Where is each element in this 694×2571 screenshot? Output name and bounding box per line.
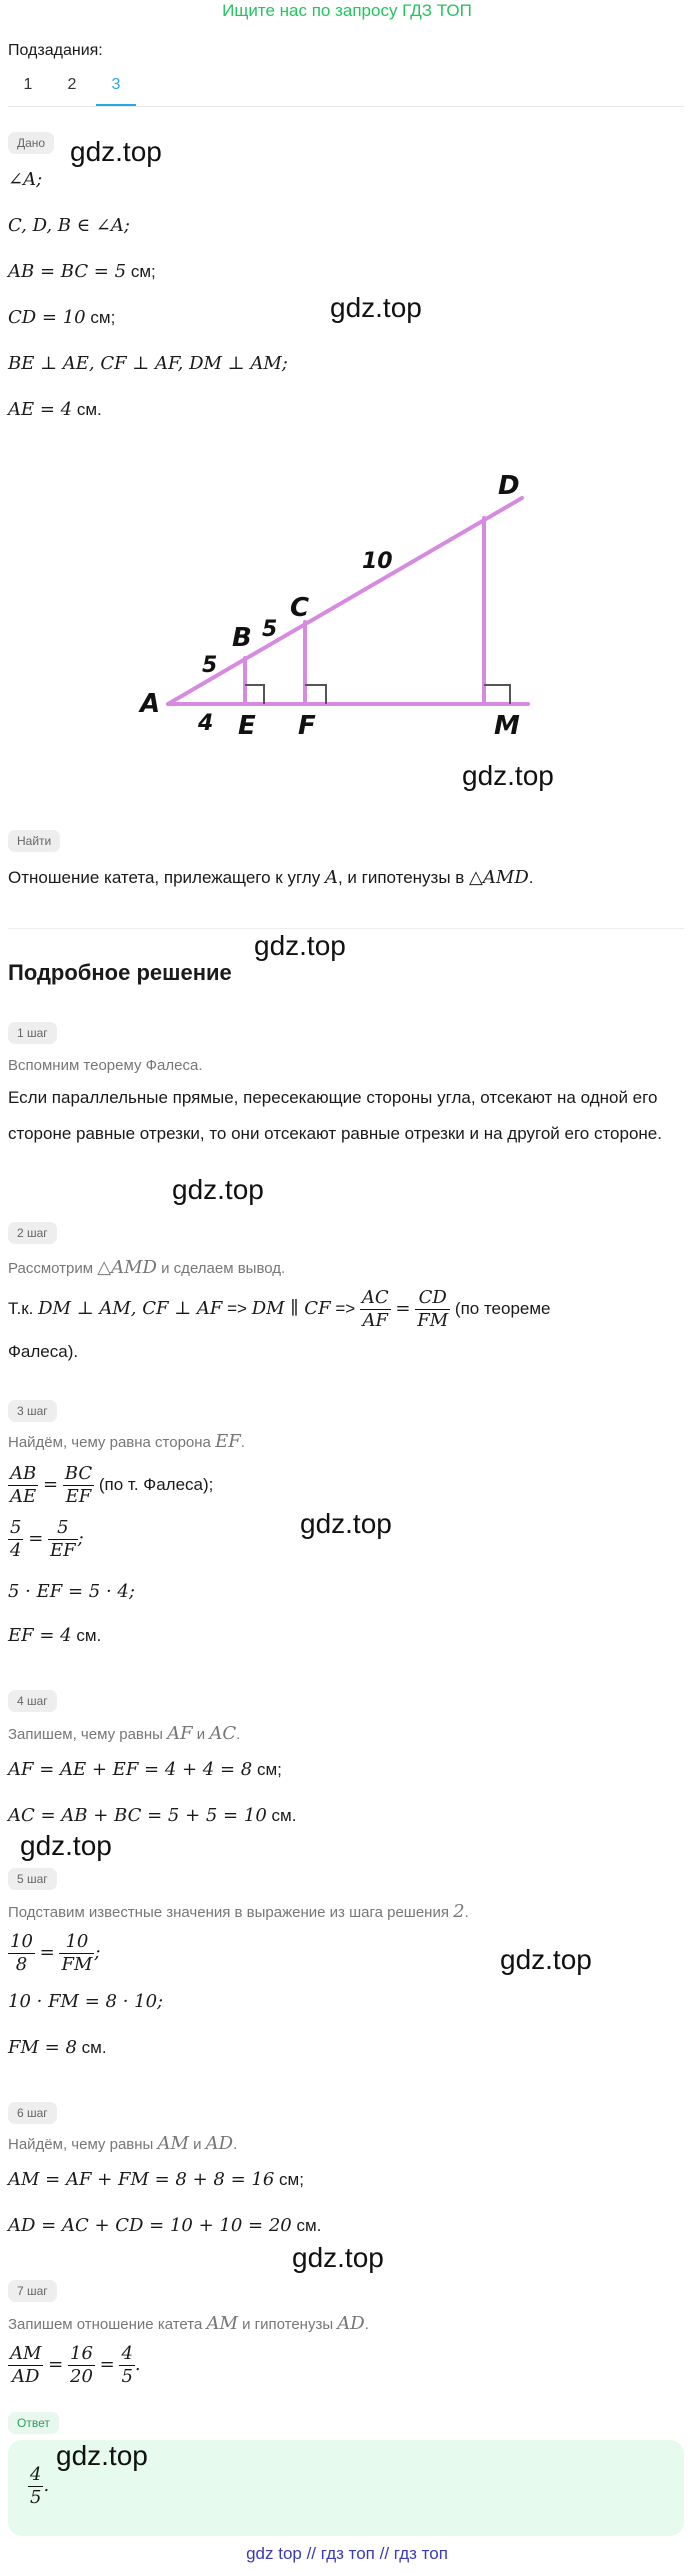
fraction: $\frac{CD}{FM}$ [417,1287,449,1332]
step-4-line-1: AF = AE + EF = 4 + 4 = 8 см; [8,1759,282,1780]
step-7-formula: $\frac{AM}{AD}$ = $\frac{16}{20}$ = $\frac{4}{5}$ . [10,2343,141,2388]
step-6-pill: 6 шаг [8,2102,57,2124]
fraction: $\frac{10}{8}$ [10,1931,33,1976]
step-3-formula-2: $\frac{5}{4}$ = $\frac{5}{EF}$ ; [10,1517,84,1562]
step-3-line-4: EF = 4 см. [8,1625,102,1646]
footer-links[interactable]: gdz top // гдз топ // гдз топ [246,2544,448,2563]
given-line-1: ∠A; [8,169,43,190]
right-angle-f [305,685,326,704]
step-5-formula: $\frac{10}{8}$ = $\frac{10}{FM}$ ; [10,1931,101,1976]
watermark: gdz.top [254,930,346,961]
step-6-line-1: AM = AF + FM = 8 + 8 = 16 см; [8,2169,304,2190]
step-5-line-2: 10 · FM = 8 · 10; [8,1991,164,2012]
step-4-line-2: AC = AB + BC = 5 + 5 = 10 см. [8,1805,297,1826]
given-line-4: CD = 10 см; [8,307,116,328]
fraction: $\frac{4}{5}$ [121,2343,133,2388]
step-4-hint: Запишем, чему равны AF и AC. [8,1723,241,1744]
watermark: gdz.top [20,1830,112,1861]
fraction: $\frac{10}{FM}$ [61,1931,93,1976]
number-cd: 10 [362,549,393,574]
right-angle-e [245,685,264,704]
given-line-5: BE ⊥ AE, CF ⊥ AF, DM ⊥ AM; [8,353,288,374]
geometry-diagram [0,450,694,750]
label-d: D [498,471,520,501]
tab-1[interactable]: 1 [23,76,33,93]
watermark: gdz.top [70,136,162,167]
label-b: B [232,623,252,653]
label-c: C [290,593,310,623]
fraction: $\frac{5}{4}$ [10,1517,22,1562]
fraction: $\frac{4}{5}$ [30,2464,42,2508]
tab-2[interactable]: 2 [67,76,77,93]
fraction: $\frac{5}{EF}$ [50,1517,76,1562]
given-line-2: C, D, B ∈ ∠A; [8,215,130,236]
fraction: $\frac{16}{20}$ [70,2343,93,2388]
subtask-tabs [8,70,684,107]
step-4-pill: 4 шаг [8,1690,57,1712]
step-3-pill: 3 шаг [8,1400,57,1422]
find-text: Отношение катета, прилежащего к углу A, и гипотенузы в △AMD. [8,867,534,888]
top-banner: Ищите нас по запросу ГДЗ ТОП [222,1,472,20]
step-6-line-2: AD = AC + CD = 10 + 10 = 20 см. [8,2215,322,2236]
fraction: $\frac{AM}{AD}$ [10,2343,42,2388]
step-1-text: Если параллельные прямые, пересекающие стороны угла, отсекают на одной его стороне равные отрезки, то они отсекают равные отрезки и на другой его стороне. [8,1088,662,1143]
answer-pill: Ответ [8,2412,59,2434]
subtasks-title: Подзадания: [8,42,103,59]
step-1-pill: 1 шаг [8,1022,57,1044]
watermark: gdz.top [172,1174,264,1205]
watermark: gdz.top [292,2242,384,2273]
watermark: gdz.top [300,1508,392,1539]
label-e: E [238,711,256,741]
step-7-hint: Запишем отношение катета AM и гипотенузы AD. [8,2313,369,2334]
number-ae: 4 [198,711,214,736]
step-2-formula: Т.к. DM ⊥ AM, CF ⊥ AF => DM ∥ CF => $\frac{AC}{AF}$ = $\frac{CD}{FM}$ (по теореме [8,1287,551,1332]
fraction: $\frac{AB}{AE}$ [10,1463,37,1508]
watermark: gdz.top [330,292,422,323]
fraction: $\frac{AC}{AF}$ [361,1287,389,1332]
step-1-hint: Вспомним теорему Фалеса. [8,1057,203,1074]
watermark: gdz.top [500,1944,592,1975]
step-3-line-3: 5 · EF = 5 · 4; [8,1581,135,1602]
right-angle-m [484,685,510,704]
label-m: M [494,711,520,741]
step-2-pill: 2 шаг [8,1222,57,1244]
step-2-suffix: Фалеса). [8,1342,79,1361]
given-line-6: AE = 4 см. [8,399,102,420]
number-bc: 5 [262,617,278,642]
given-line-3: AB = BC = 5 см; [8,261,156,282]
divider [8,928,684,929]
step-3-hint: Найдём, чему равна сторона EF. [8,1431,245,1452]
watermark: gdz.top [56,2440,148,2471]
label-f: F [298,711,316,741]
find-pill: Найти [8,830,60,852]
label-a: A [140,689,161,719]
number-ab: 5 [202,653,218,678]
answer-value: $\frac{4}{5}$ . [30,2464,50,2508]
step-7-pill: 7 шаг [8,2280,57,2302]
answer-box [8,2440,684,2536]
solution-title: Подробное решение [8,960,232,985]
step-5-line-3: FM = 8 см. [8,2037,107,2058]
step-3-formula-1: $\frac{AB}{AE}$ = $\frac{BC}{EF}$ (по т. Фалеса); [10,1463,214,1508]
watermark: gdz.top [462,760,554,791]
step-2-hint: Рассмотрим △AMD и сделаем вывод. [8,1257,286,1278]
step-6-hint: Найдём, чему равны AM и AD. [8,2133,238,2154]
step-5-hint: Подставим известные значения в выражение из шага решения 2. [8,1901,469,1922]
tab-3[interactable]: 3 [96,70,136,106]
given-pill: Дано [8,132,54,154]
ray-ad [168,498,522,704]
step-5-pill: 5 шаг [8,1868,57,1890]
fraction: $\frac{BC}{EF}$ [64,1463,93,1508]
